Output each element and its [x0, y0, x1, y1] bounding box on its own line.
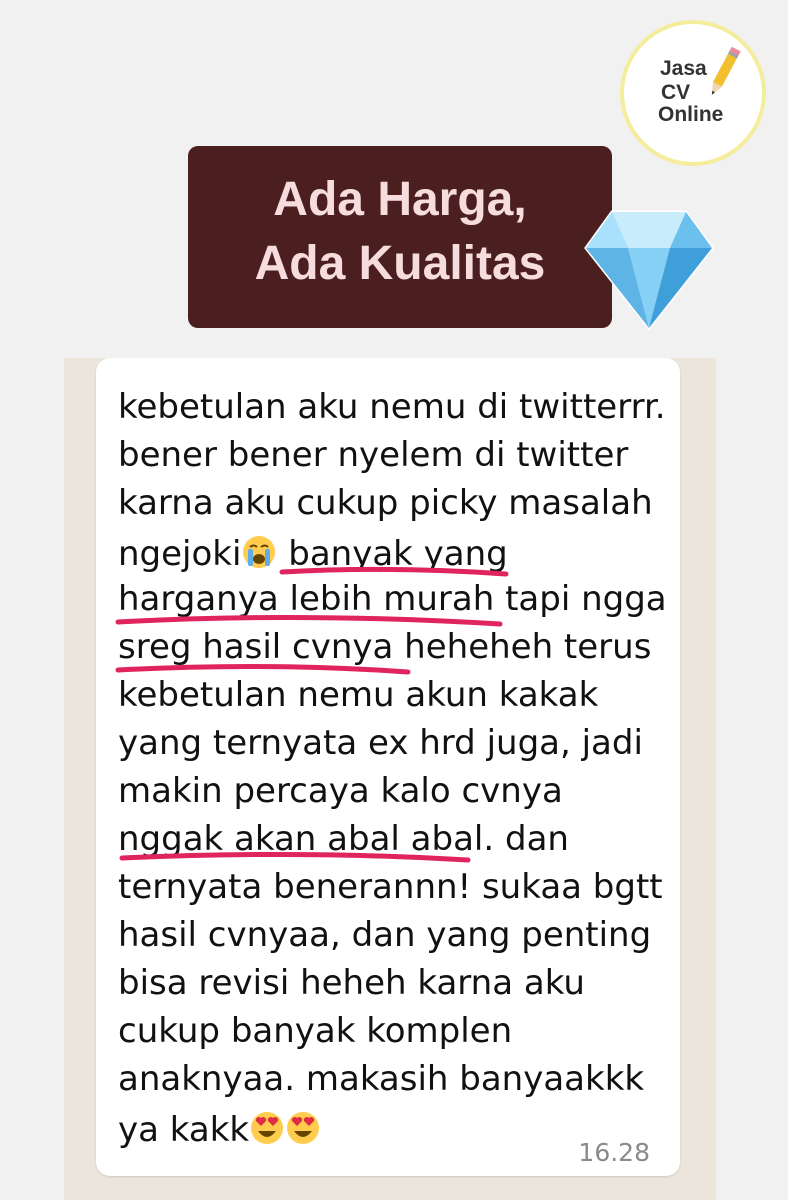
message-line: kebetulan nemu akun kakak [118, 675, 599, 715]
message-text: banyak yang [288, 534, 508, 574]
headline-line-1: Ada Harga, [273, 173, 527, 226]
message-line: bener bener nyelem di twitter [118, 435, 629, 475]
message-text: ya kakk [118, 1110, 250, 1150]
logo-text-online: Online [658, 103, 724, 126]
message-line: bisa revisi heheh karna aku [118, 963, 585, 1003]
message-line: anaknyaa. makasih banyaakkk [118, 1059, 645, 1099]
message-line [118, 534, 508, 574]
headline-line-2: Ada Kualitas [254, 237, 546, 290]
message-line: kebetulan aku nemu di twitterrr. [118, 387, 666, 427]
heart-eyes-face-icon [249, 1110, 285, 1146]
message-timestamp: 16.28 [578, 1138, 650, 1167]
message-line: harganya lebih murah tapi ngga [118, 579, 667, 619]
message-line: makin percaya kalo cvnya [118, 771, 563, 811]
chat-message-bubble [96, 358, 680, 1176]
message-line: hasil cvnyaa, dan yang penting [118, 915, 652, 955]
gem-icon [584, 204, 714, 332]
message-line: sreg hasil cvnya heheheh terus [118, 627, 652, 667]
pencil-icon [707, 44, 741, 100]
message-line: yang ternyata ex hrd juga, jadi [118, 723, 643, 763]
logo-text-cv: CV [661, 81, 691, 104]
loudly-crying-face-icon [241, 534, 277, 570]
logo-text-jasa: Jasa [660, 57, 707, 80]
message-line: nggak akan abal abal. dan [118, 819, 569, 859]
message-line: karna aku cukup picky masalah [118, 483, 653, 523]
jasa-cv-online-logo [620, 20, 766, 166]
message-line: ternyata benerannn! sukaa bgtt [118, 867, 663, 907]
heart-eyes-face-icon [285, 1110, 321, 1146]
headline-banner [188, 146, 612, 328]
message-line [118, 1110, 321, 1150]
message-text: ngejoki [118, 534, 242, 574]
message-line: cukup banyak komplen [118, 1011, 513, 1051]
